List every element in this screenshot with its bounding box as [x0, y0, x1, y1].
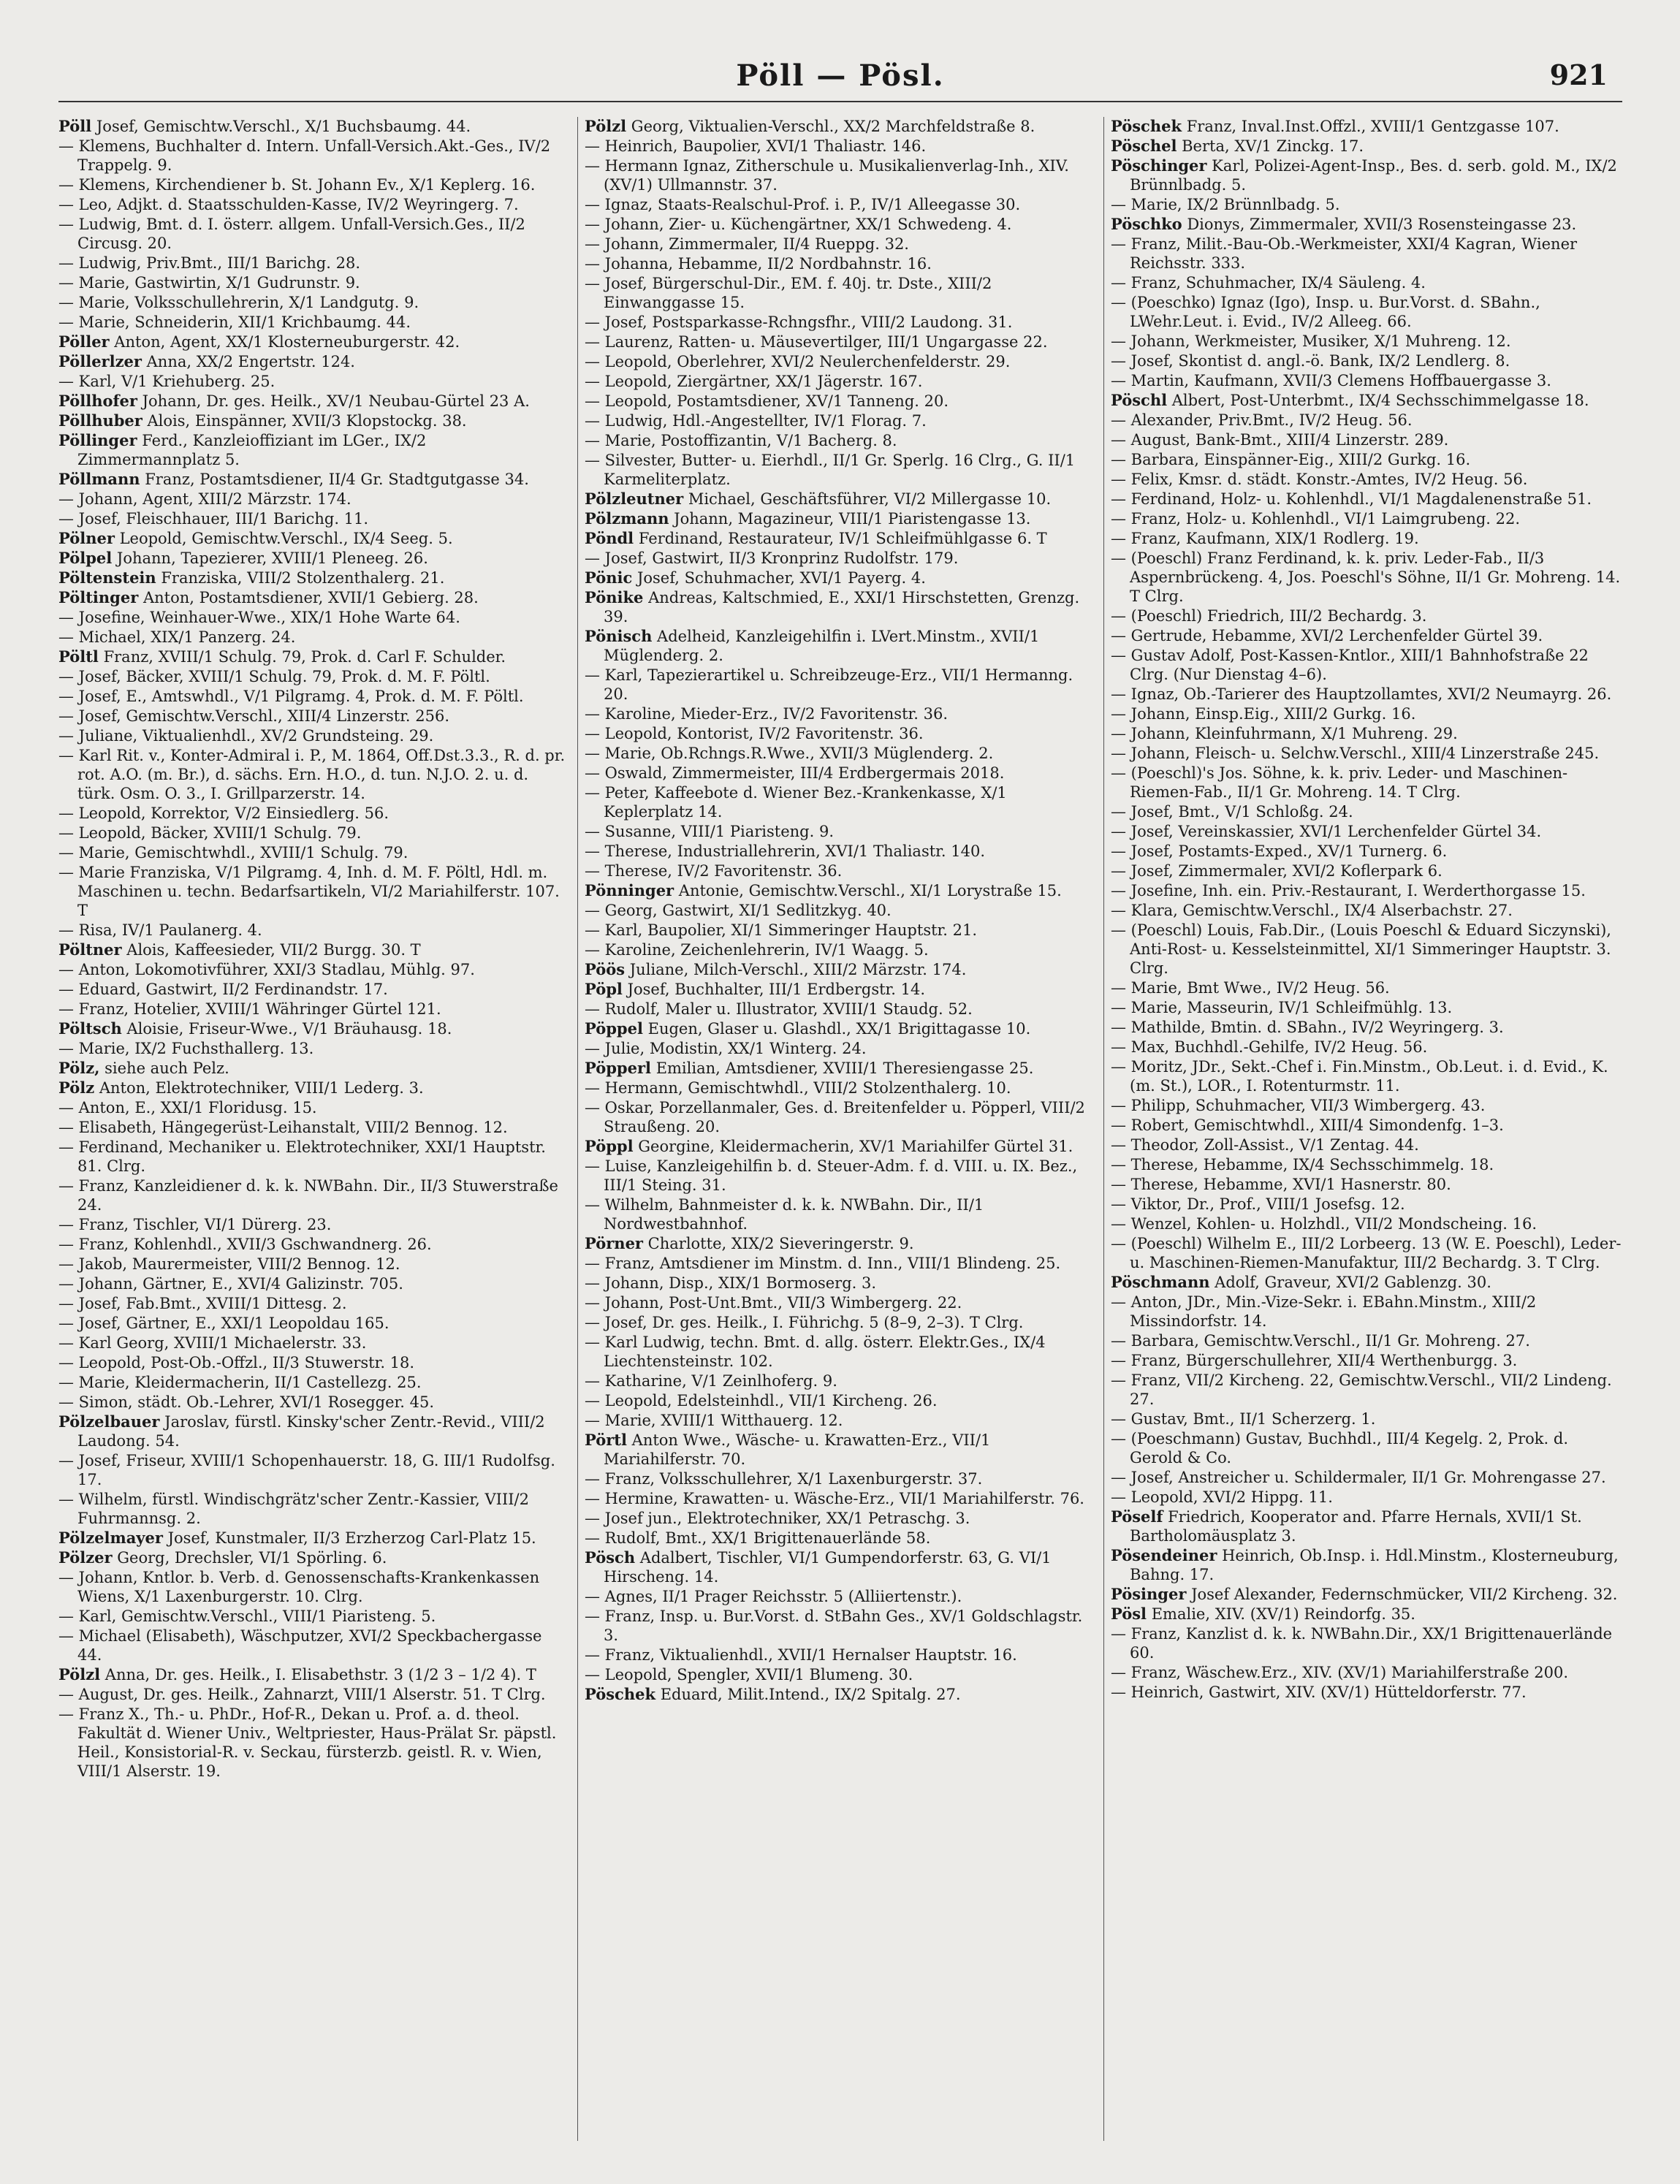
directory-entry: Pösch Adalbert, Tischler, VI/1 Gumpendorferstr. 63, G. VI/1 Hirscheng. 14. [585, 1548, 1052, 1586]
directory-entry: — Klemens, Kirchendiener b. St. Johann Ev., X/1 Keplerg. 16. [58, 176, 536, 194]
directory-entry: — Marie, Masseurin, IV/1 Schleifmühlg. 13. [1111, 999, 1453, 1016]
column-2 [585, 117, 1096, 2141]
directory-entry: Pönninger Antonie, Gemischtw.Verschl., XI/1 Lorystraße 15. [585, 881, 1062, 899]
directory-entry: Pöllhuber Alois, Einspänner, XVII/3 Klopstockg. 38. [58, 411, 467, 430]
directory-entry: — Michael (Elisabeth), Wäschputzer, XVI/2 Speckbachergasse 44. [58, 1627, 542, 1664]
directory-entry: Pölzleutner Michael, Geschäftsführer, VI/2 Millergasse 10. [585, 490, 1052, 508]
directory-entry: Pölz Anton, Elektrotechniker, VIII/1 Lederg. 3. [58, 1078, 424, 1097]
directory-entry: — Josef, Fab.Bmt., XVIII/1 Dittesg. 2. [58, 1295, 347, 1312]
directory-entry: Pölzmann Johann, Magazineur, VIII/1 Piaristengasse 13. [585, 509, 1031, 528]
directory-entry: — Risa, IV/1 Paulanerg. 4. [58, 921, 262, 939]
directory-entry: — Therese, Hebamme, XVI/1 Hasnerstr. 80. [1111, 1176, 1451, 1193]
directory-entry: — Franz, Kaufmann, XIX/1 Rodlerg. 19. [1111, 530, 1419, 547]
directory-entry: — Leopold, Bäcker, XVIII/1 Schulg. 79. [58, 824, 362, 842]
directory-entry: — Johann, Zimmermaler, II/4 Rueppg. 32. [585, 235, 909, 253]
directory-entry: — Robert, Gemischtwhdl., XIII/4 Simondenfg. 1–3. [1111, 1116, 1504, 1134]
directory-entry: Pölzl Georg, Viktualien-Verschl., XX/2 Marchfeldstraße 8. [585, 117, 1035, 135]
directory-entry: — (Poeschl) Wilhelm E., III/2 Lorbeerg. 13 (W. E. Poeschl), Leder- u. Maschinen-Riemen-Manufaktur, III/2 Bechardg. 3. T Clrg. [1111, 1235, 1622, 1271]
directory-entry: — Marie, Gemischtwhdl., XVIII/1 Schulg. 79. [58, 844, 408, 861]
directory-entry: — Josef, Dr. ges. Heilk., I. Führichg. 5 (8–9, 2–3). T Clrg. [585, 1314, 1024, 1331]
directory-entry: — Josefine, Weinhauer-Wwe., XIX/1 Hohe Warte 64. [58, 609, 460, 626]
directory-entry: — Elisabeth, Hängegerüst-Leihanstalt, VIII/2 Bennog. 12. [58, 1119, 508, 1136]
directory-entry: — Franz X., Th.- u. PhDr., Hof-R., Dekan u. Prof. a. d. theol. Fakultät d. Wiener Univ., Weltpriester, Haus-Prälat Sr. päpstl. Heil., Konsistorial-R. v. Seckau, fürsterzb. geistl. R. v. Wien, VIII/1 Alserstr. 19. [58, 1705, 557, 1780]
directory-entry: — Karl, Baupolier, XI/1 Simmeringer Hauptstr. 21. [585, 921, 978, 939]
directory-entry: — Marie, Postoffizantin, V/1 Bacherg. 8. [585, 432, 897, 449]
directory-entry: — August, Dr. ges. Heilk., Zahnarzt, VIII/1 Alserstr. 51. T Clrg. [58, 1686, 546, 1703]
directory-entry: Pöpl Josef, Buchhalter, III/1 Erdbergstr. 14. [585, 980, 926, 998]
directory-entry: — Marie Franziska, V/1 Pilgramg. 4, Inh. d. M. F. Pöltl, Hdl. m. Maschinen u. techn. Bedarfsartikeln, VI/2 Mariahilferstr. 107. T [58, 864, 560, 919]
directory-entry: Pöllhofer Johann, Dr. ges. Heilk., XV/1 Neubau-Gürtel 23 A. [58, 392, 530, 410]
directory-entry: — Julie, Modistin, XX/1 Winterg. 24. [585, 1040, 867, 1057]
directory-entry: — Ferdinand, Mechaniker u. Elektrotechniker, XXI/1 Hauptstr. 81. Clrg. [58, 1138, 546, 1175]
directory-entry: — Franz, Volksschullehrer, X/1 Laxenburgerstr. 37. [585, 1470, 983, 1488]
directory-entry: — Ferdinand, Holz- u. Kohlenhdl., VI/1 Magdalenenstraße 51. [1111, 490, 1592, 508]
directory-entry: — Josef, Gemischtw.Verschl., XIII/4 Linzerstr. 256. [58, 707, 450, 725]
directory-entry: — Leopold, XVI/2 Hippg. 11. [1111, 1488, 1333, 1506]
directory-entry: — Josef jun., Elektrotechniker, XX/1 Petraschg. 3. [585, 1510, 970, 1527]
directory-entry: Pöll Josef, Gemischtw.Verschl., X/1 Buchsbaumg. 44. [58, 117, 471, 135]
directory-entry: — Josef, Postamts-Exped., XV/1 Turnerg. 6. [1111, 842, 1448, 860]
directory-entry: — Marie, Ob.Rchngs.R.Wwe., XVII/3 Müglenderg. 2. [585, 745, 994, 762]
directory-entry: — Josef, E., Amtswhdl., V/1 Pilgramg. 4, Prok. d. M. F. Pöltl. [58, 688, 524, 705]
directory-entry: — Franz, Viktualienhdl., XVII/1 Hernalser Hauptstr. 16. [585, 1646, 1017, 1664]
directory-entry: — Leopold, Post-Ob.-Offzl., II/3 Stuwerstr. 18. [58, 1354, 415, 1371]
directory-entry: Pölzer Georg, Drechsler, VI/1 Spörling. 6. [58, 1548, 387, 1567]
directory-entry: — Karl, Tapezierartikel u. Schreibzeuge-Erz., VII/1 Hermanng. 20. [585, 666, 1073, 703]
directory-entry: Pöschel Berta, XV/1 Zinckg. 17. [1111, 137, 1364, 155]
directory-entry: — Moritz, JDr., Sekt.-Chef i. Fin.Minstm., Ob.Leut. i. d. Evid., K. (m. St.), LOR., I. Rotenturmstr. 11. [1111, 1058, 1608, 1095]
directory-entry: — Franz, Milit.-Bau-Ob.-Werkmeister, XXI/4 Kagran, Wiener Reichsstr. 333. [1111, 235, 1578, 272]
directory-entry: Pöllerlzer Anna, XX/2 Engertstr. 124. [58, 352, 355, 370]
directory-entry: Pöpperl Emilian, Amtsdiener, XVIII/1 Theresiengasse 25. [585, 1059, 1034, 1077]
directory-entry: — Franz, Tischler, VI/1 Dürerg. 23. [58, 1216, 332, 1233]
directory-entry: — Anton, JDr., Min.-Vize-Sekr. i. EBahn.Minstm., XIII/2 Missindorfstr. 14. [1111, 1293, 1537, 1330]
directory-entry: Pöös Juliane, Milch-Verschl., XIII/2 Märzstr. 174. [585, 960, 967, 978]
column-divider [577, 117, 578, 2141]
directory-entry: — Franz, Bürgerschullehrer, XII/4 Werthenburgg. 3. [1111, 1352, 1518, 1369]
directory-entry: Pölpel Johann, Tapezierer, XVIII/1 Pleneeg. 26. [58, 549, 428, 567]
directory-entry: Pönic Josef, Schuhmacher, XVI/1 Payerg. 4. [585, 568, 926, 587]
directory-entry: — Franz, Hotelier, XVIII/1 Währinger Gürtel 121. [58, 1000, 441, 1018]
header-rule [58, 101, 1622, 102]
directory-entry: — (Poeschl) Franz Ferdinand, k. k. priv. Leder-Fab., II/3 Aspernbrückeng. 4, Jos. Poeschl's Söhne, II/1 Gr. Mohreng. 14. T Clrg. [1111, 549, 1621, 605]
directory-entry: — Leopold, Kontorist, IV/2 Favoritenstr. 36. [585, 725, 924, 742]
directory-entry: — Mathilde, Bmtin. d. SBahn., IV/2 Weyringerg. 3. [1111, 1019, 1504, 1036]
directory-entry: — Peter, Kaffeebote d. Wiener Bez.-Krankenkasse, X/1 Keplerplatz 14. [585, 784, 1007, 821]
directory-entry: — Franz, Amtsdiener im Minstm. d. Inn., VIII/1 Blindeng. 25. [585, 1255, 1061, 1272]
directory-entry: Pönisch Adelheid, Kanzleigehilfin i. LVert.Minstm., XVII/1 Müglenderg. 2. [585, 627, 1040, 664]
directory-entry: — Hermine, Krawatten- u. Wäsche-Erz., VII/1 Mariahilferstr. 76. [585, 1490, 1084, 1507]
directory-entry: — Franz, Kohlenhdl., XVII/3 Gschwandnerg. 26. [58, 1236, 432, 1253]
directory-entry: Pösinger Josef Alexander, Federnschmücker, VII/2 Kircheng. 32. [1111, 1585, 1618, 1603]
directory-entry: Pölzl Anna, Dr. ges. Heilk., I. Elisabethstr. 3 (1/2 3 – 1/2 4). T [58, 1665, 536, 1683]
directory-entry: — Rudolf, Maler u. Illustrator, XVIII/1 Staudg. 52. [585, 1000, 973, 1018]
directory-entry: — Agnes, II/1 Prager Reichsstr. 5 (Alliiertenstr.). [585, 1588, 962, 1605]
directory-entry: — Klara, Gemischtw.Verschl., IX/4 Alserbachstr. 27. [1111, 902, 1513, 919]
directory-entry: Pöltenstein Franziska, VIII/2 Stolzenthalerg. 21. [58, 568, 445, 587]
directory-entry: — Leopold, Spengler, XVII/1 Blumeng. 30. [585, 1666, 913, 1683]
directory-entry: — (Poeschmann) Gustav, Buchhdl., III/4 Kegelg. 2, Prok. d. Gerold & Co. [1111, 1430, 1568, 1466]
directory-entry: — Marie, Schneiderin, XII/1 Krichbaumg. 44. [58, 313, 411, 331]
directory-entry: Pöself Friedrich, Kooperator and. Pfarre Hernals, XVII/1 St. Bartholomäusplatz 3. [1111, 1507, 1582, 1545]
directory-entry: — Johann, Agent, XIII/2 Märzstr. 174. [58, 490, 351, 508]
directory-entry: Pöltl Franz, XVIII/1 Schulg. 79, Prok. d. Carl F. Schulder. [58, 647, 506, 666]
directory-entry: Pösl Emalie, XIV. (XV/1) Reindorfg. 35. [1111, 1605, 1415, 1623]
directory-entry: — Gertrude, Hebamme, XVI/2 Lerchenfelder Gürtel 39. [1111, 627, 1543, 644]
directory-entry: — (Poeschl) Louis, Fab.Dir., (Louis Poeschl & Eduard Siczynski), Anti-Rost- u. Kesselsteinmittel, XI/1 Simmeringer Hauptstr. 3. Clrg. [1111, 921, 1611, 977]
directory-entry: — Wilhelm, fürstl. Windischgrätz'scher Zentr.-Kassier, VIII/2 Fuhrmannsg. 2. [58, 1491, 529, 1527]
directory-entry: Pöppel Eugen, Glaser u. Glashdl., XX/1 Brigittagasse 10. [585, 1019, 1031, 1038]
directory-entry: — Jakob, Maurermeister, VIII/2 Bennog. 12. [58, 1255, 400, 1273]
directory-entry: — Karoline, Mieder-Erz., IV/2 Favoritenstr. 36. [585, 705, 948, 723]
directory-entry: Pöschek Franz, Inval.Inst.Offzl., XVIII/1 Gentzgasse 107. [1111, 117, 1559, 135]
directory-entry: — Josef, Anstreicher u. Schildermaler, II/1 Gr. Mohrengasse 27. [1111, 1469, 1606, 1486]
directory-entry: — Franz, Insp. u. Bur.Vorst. d. StBahn Ges., XV/1 Goldschlagstr. 3. [585, 1607, 1083, 1644]
column-3 [1111, 117, 1622, 2141]
directory-entry: — Johann, Kntlor. b. Verb. d. Genossenschafts-Krankenkassen Wiens, X/1 Laxenburgerstr. 10. Clrg. [58, 1569, 540, 1605]
directory-entry: — Klemens, Buchhalter d. Intern. Unfall-Versich.Akt.-Ges., IV/2 Trappelg. 9. [58, 137, 551, 174]
column-1 [58, 117, 570, 2141]
directory-entry: Pörner Charlotte, XIX/2 Sieveringerstr. 9. [585, 1234, 914, 1252]
directory-entry: Pörtl Anton Wwe., Wäsche- u. Krawatten-Erz., VII/1 Mariahilferstr. 70. [585, 1431, 991, 1468]
directory-entry: — Franz, Wäschew.Erz., XIV. (XV/1) Mariahilferstraße 200. [1111, 1664, 1568, 1681]
directory-entry: — Karl Rit. v., Konter-Admiral i. P., M. 1864, Off.Dst.3.3., R. d. pr. rot. A.O. (m. Br.), d. sächs. Ern. H.O., d. tun. N.J.O. 2. u. d. türk. Osm. O. 3., I. Grillparzerstr. 14. [58, 747, 566, 802]
directory-entry: — Oswald, Zimmermeister, III/4 Erdbergermais 2018. [585, 764, 1005, 782]
directory-entry: — Leopold, Korrektor, V/2 Einsiedlerg. 56. [58, 804, 389, 822]
directory-entry: — Josefine, Inh. ein. Priv.-Restaurant, I. Werderthorgasse 15. [1111, 882, 1586, 899]
directory-entry: Pölner Leopold, Gemischtw.Verschl., IX/4 Seeg. 5. [58, 529, 453, 547]
directory-entry: — Leopold, Ziergärtner, XX/1 Jägerstr. 167. [585, 373, 923, 390]
directory-entry: — Barbara, Gemischtw.Verschl., II/1 Gr. Mohreng. 27. [1111, 1332, 1530, 1350]
directory-entry: Pölzelbauer Jaroslav, fürstl. Kinsky'scher Zentr.-Revid., VIII/2 Laudong. 54. [58, 1412, 545, 1450]
directory-entry: — Josef, Gastwirt, II/3 Kronprinz Rudolfstr. 179. [585, 549, 959, 567]
directory-page [58, 58, 1622, 2148]
directory-entry: — Viktor, Dr., Prof., VIII/1 Josefsg. 12. [1111, 1195, 1405, 1213]
page-header [58, 58, 1622, 102]
directory-entry: — Martin, Kaufmann, XVII/3 Clemens Hoffbauergasse 3. [1111, 372, 1551, 389]
directory-entry: Pölz, siehe auch Pelz. [58, 1059, 229, 1077]
directory-entry: — Juliane, Viktualienhdl., XV/2 Grundsteing. 29. [58, 727, 434, 745]
directory-entry: — Johann, Kleinfuhrmann, X/1 Muhreng. 29. [1111, 725, 1458, 742]
directory-entry: — Hermann, Gemischtwhdl., VIII/2 Stolzenthalerg. 10. [585, 1079, 1011, 1097]
directory-entry: — Katharine, V/1 Zeinlhoferg. 9. [585, 1372, 837, 1390]
directory-entry: — Johann, Einsp.Eig., XIII/2 Gurkg. 16. [1111, 705, 1416, 723]
directory-entry: — (Poeschl)'s Jos. Söhne, k. k. priv. Leder- und Maschinen-Riemen-Fab., II/1 Gr. Mohreng. 14. T Clrg. [1111, 764, 1568, 801]
directory-entry: Pöppl Georgine, Kleidermacherin, XV/1 Mariahilfer Gürtel 31. [585, 1137, 1073, 1155]
directory-entry: — Karl Ludwig, techn. Bmt. d. allg. österr. Elektr.Ges., IX/4 Liechtensteinstr. 102. [585, 1333, 1046, 1370]
directory-entry: — Gustav Adolf, Post-Kassen-Kntlor., XIII/1 Bahnhofstraße 22 Clrg. (Nur Dienstag 4–6). [1111, 647, 1589, 683]
directory-entry: — Wenzel, Kohlen- u. Holzhdl., VII/2 Mondscheing. 16. [1111, 1215, 1538, 1233]
directory-entry: — Franz, Schuhmacher, IX/4 Säuleng. 4. [1111, 274, 1426, 292]
directory-entry: — Therese, IV/2 Favoritenstr. 36. [585, 862, 843, 880]
directory-entry: — Johann, Fleisch- u. Selchw.Verschl., XIII/4 Linzerstraße 245. [1111, 745, 1600, 762]
directory-entry: — Anton, E., XXI/1 Floridusg. 15. [58, 1099, 317, 1116]
directory-entry: Pöschmann Adolf, Graveur, XVI/2 Gablenzg. 30. [1111, 1273, 1491, 1291]
directory-entry: — Ludwig, Hdl.-Angestellter, IV/1 Florag. 7. [585, 412, 927, 430]
directory-entry: — Franz, Holz- u. Kohlenhdl., VI/1 Laimgrubeng. 22. [1111, 510, 1521, 528]
page-number: 921 [1549, 58, 1608, 91]
directory-entry: — Marie, Kleidermacherin, II/1 Castellezg. 25. [58, 1374, 422, 1391]
directory-entry: — Franz, Kanzlist d. k. k. NWBahn.Dir., XX/1 Brigittenauerlände 60. [1111, 1625, 1613, 1662]
directory-entry: — Johann, Werkmeister, Musiker, X/1 Muhreng. 12. [1111, 332, 1511, 350]
directory-entry: Pöllinger Ferd., Kanzleioffiziant im LGer., IX/2 Zimmermannplatz 5. [58, 431, 427, 468]
directory-entry: — Gustav, Bmt., II/1 Scherzerg. 1. [1111, 1410, 1376, 1428]
directory-entry: — Rudolf, Bmt., XX/1 Brigittenauerlände 58. [585, 1529, 931, 1547]
directory-entry: — Philipp, Schuhmacher, VII/3 Wimbergerg. 43. [1111, 1097, 1486, 1114]
directory-entry: — Leopold, Edelsteinhdl., VII/1 Kircheng. 26. [585, 1392, 938, 1409]
directory-entry: — Johann, Disp., XIX/1 Bormoserg. 3. [585, 1274, 877, 1292]
directory-entry: — Karl Georg, XVIII/1 Michaelerstr. 33. [58, 1334, 367, 1352]
directory-entry: — Josef, Friseur, XVIII/1 Schopenhauerstr. 18, G. III/1 Rudolfsg. 17. [58, 1452, 555, 1488]
directory-entry: Pöller Anton, Agent, XX/1 Klosterneuburgerstr. 42. [58, 332, 460, 351]
directory-entry: — Ludwig, Bmt. d. I. österr. allgem. Unfall-Versich.Ges., II/2 Circusg. 20. [58, 216, 525, 252]
directory-entry: — Barbara, Einspänner-Eig., XIII/2 Gurkg. 16. [1111, 451, 1471, 468]
directory-entry: — (Poeschko) Ignaz (Igo), Insp. u. Bur.Vorst. d. SBahn., LWehr.Leut. i. Evid., IV/2 Alleeg. 66. [1111, 294, 1540, 330]
directory-entry: — Johanna, Hebamme, II/2 Nordbahnstr. 16. [585, 255, 932, 273]
directory-entry: Pösendeiner Heinrich, Ob.Insp. i. Hdl.Minstm., Klosterneuburg, Bahng. 17. [1111, 1546, 1619, 1583]
directory-entry: — Ignaz, Ob.-Tarierer des Hauptzollamtes, XVI/2 Neumayrg. 26. [1111, 685, 1612, 703]
directory-entry: — Theodor, Zoll-Assist., V/1 Zentag. 44. [1111, 1136, 1419, 1154]
directory-entry: — Leopold, Postamtsdiener, XV/1 Tanneng. 20. [585, 392, 949, 410]
directory-entry: — Josef, Bürgerschul-Dir., EM. f. 40j. tr. Dste., XIII/2 Einwanggasse 15. [585, 275, 992, 311]
directory-entry: — Josef, Zimmermaler, XVI/2 Koflerpark 6. [1111, 862, 1443, 880]
running-head: Pöll — Pösl. [736, 58, 945, 93]
directory-entry: — Marie, Volksschullehrerin, X/1 Landgutg. 9. [58, 294, 419, 311]
directory-entry: — Hermann Ignaz, Zitherschule u. Musikalienverlag-Inh., XIV. (XV/1) Ullmannstr. 37. [585, 157, 1069, 194]
directory-entry: — Marie, XVIII/1 Witthauerg. 12. [585, 1412, 843, 1429]
directory-entry: — Ignaz, Staats-Realschul-Prof. i. P., IV/1 Alleegasse 30. [585, 196, 1021, 213]
directory-entry: — Oskar, Porzellanmaler, Ges. d. Breitenfelder u. Pöpperl, VIII/2 Straußeng. 20. [585, 1099, 1085, 1135]
directory-entry: — Marie, IX/2 Fuchsthallerg. 13. [58, 1040, 314, 1057]
directory-entry: Pölzelmayer Josef, Kunstmaler, II/3 Erzherzog Carl-Platz 15. [58, 1529, 536, 1547]
directory-entry: Pöllmann Franz, Postamtsdiener, II/4 Gr. Stadtgutgasse 34. [58, 470, 529, 488]
directory-entry: — Laurenz, Ratten- u. Mäusevertilger, III/1 Ungargasse 22. [585, 333, 1048, 351]
directory-entry: Pönike Andreas, Kaltschmied, E., XXI/1 Hirschstetten, Grenzg. 39. [585, 588, 1080, 625]
directory-entry: — Alexander, Priv.Bmt., IV/2 Heug. 56. [1111, 411, 1413, 429]
directory-entry: — Heinrich, Baupolier, XVI/1 Thaliastr. 146. [585, 137, 927, 155]
directory-entry: — Ludwig, Priv.Bmt., III/1 Barichg. 28. [58, 254, 360, 272]
directory-entry: — Franz, Kanzleidiener d. k. k. NWBahn. Dir., II/3 Stuwerstraße 24. [58, 1177, 558, 1214]
directory-entry: — Anton, Lokomotivführer, XXI/3 Stadlau, Mühlg. 97. [58, 961, 475, 978]
directory-entry: — Josef, Fleischhauer, III/1 Barichg. 11. [58, 510, 369, 528]
directory-entry: — Luise, Kanzleigehilfin b. d. Steuer-Adm. f. d. VIII. u. IX. Bez., III/1 Steing. 31. [585, 1157, 1078, 1194]
directory-entry: — Susanne, VIII/1 Piaristeng. 9. [585, 823, 834, 840]
directory-entry: — Karoline, Zeichenlehrerin, IV/1 Waagg. 5. [585, 941, 929, 959]
directory-entry: — Johann, Zier- u. Küchengärtner, XX/1 Schwedeng. 4. [585, 216, 1012, 233]
directory-entry: — Silvester, Butter- u. Eierhdl., II/1 Gr. Sperlg. 16 Clrg., G. II/1 Karmeliterplatz. [585, 452, 1076, 488]
directory-entry: Pöschinger Karl, Polizei-Agent-Insp., Bes. d. serb. gold. M., IX/2 Brünnlbadg. 5. [1111, 156, 1617, 194]
directory-entry: — Michael, XIX/1 Panzerg. 24. [58, 628, 296, 646]
directory-entry: Pöltsch Aloisie, Friseur-Wwe., V/1 Bräuhausg. 18. [58, 1019, 452, 1038]
directory-entry: Pöschl Albert, Post-Unterbmt., IX/4 Sechsschimmelgasse 18. [1111, 391, 1589, 409]
directory-entry: — Josef, Postsparkasse-Rchngsfhr., VIII/2 Laudong. 31. [585, 313, 1013, 331]
directory-entry: — Wilhelm, Bahnmeister d. k. k. NWBahn. Dir., II/1 Nordwestbahnhof. [585, 1196, 984, 1233]
directory-entry: — Franz, VII/2 Kircheng. 22, Gemischtw.Verschl., VII/2 Lindeng. 27. [1111, 1371, 1612, 1408]
directory-entry: — Leo, Adjkt. d. Staatsschulden-Kasse, IV/2 Weyringerg. 7. [58, 196, 519, 213]
directory-entry: — Josef, Bmt., V/1 Schloßg. 24. [1111, 803, 1353, 821]
directory-entry: — Marie, IX/2 Brünnlbadg. 5. [1111, 196, 1340, 213]
directory-entry: — Therese, Industriallehrerin, XVI/1 Thaliastr. 140. [585, 842, 985, 860]
directory-entry: — Simon, städt. Ob.-Lehrer, XVI/1 Rosegger. 45. [58, 1393, 435, 1411]
directory-entry: — Karl, V/1 Kriehuberg. 25. [58, 373, 275, 390]
directory-entry: Pöltinger Anton, Postamtsdiener, XVII/1 Gebierg. 28. [58, 588, 479, 606]
directory-entry: — Josef, Gärtner, E., XXI/1 Leopoldau 165. [58, 1314, 389, 1332]
directory-entry: — Felix, Kmsr. d. städt. Konstr.-Amtes, IV/2 Heug. 56. [1111, 471, 1528, 488]
directory-entry: — Leopold, Oberlehrer, XVI/2 Neulerchenfelderstr. 29. [585, 353, 1011, 370]
directory-entry: — (Poeschl) Friedrich, III/2 Bechardg. 3. [1111, 607, 1427, 625]
directory-entry: — Max, Buchhdl.-Gehilfe, IV/2 Heug. 56. [1111, 1038, 1428, 1056]
directory-entry: — Josef, Skontist d. angl.-ö. Bank, IX/2 Lendlerg. 8. [1111, 352, 1510, 370]
directory-entry: — August, Bank-Bmt., XIII/4 Linzerstr. 289. [1111, 431, 1449, 449]
directory-entry: Pöndl Ferdinand, Restaurateur, IV/1 Schleifmühlgasse 6. T [585, 529, 1047, 547]
directory-entry: — Georg, Gastwirt, XI/1 Sedlitzkyg. 40. [585, 902, 892, 919]
directory-entry: — Marie, Bmt Wwe., IV/2 Heug. 56. [1111, 979, 1390, 997]
directory-entry: — Johann, Post-Unt.Bmt., VII/3 Wimbergerg. 22. [585, 1294, 962, 1312]
column-divider [1103, 117, 1104, 2141]
directory-entry: — Karl, Gemischtw.Verschl., VIII/1 Piaristeng. 5. [58, 1607, 436, 1625]
directory-entry: — Johann, Gärtner, E., XVI/4 Galizinstr. 705. [58, 1275, 403, 1293]
directory-entry: — Marie, Gastwirtin, X/1 Gudrunstr. 9. [58, 274, 360, 292]
directory-entry: — Eduard, Gastwirt, II/2 Ferdinandstr. 17. [58, 981, 388, 998]
directory-entry: Pöschek Eduard, Milit.Intend., IX/2 Spitalg. 27. [585, 1685, 961, 1703]
directory-entry: — Heinrich, Gastwirt, XIV. (XV/1) Hütteldorferstr. 77. [1111, 1683, 1527, 1701]
directory-entry: — Josef, Bäcker, XVIII/1 Schulg. 79, Prok. d. M. F. Pöltl. [58, 668, 490, 685]
directory-entry: Pöschko Dionys, Zimmermaler, XVII/3 Rosensteingasse 23. [1111, 215, 1577, 233]
directory-entry: — Therese, Hebamme, IX/4 Sechsschimmelg. 18. [1111, 1156, 1494, 1173]
directory-entry: Pöltner Alois, Kaffeesieder, VII/2 Burgg. 30. T [58, 940, 421, 959]
directory-entry: — Josef, Vereinskassier, XVI/1 Lerchenfelder Gürtel 34. [1111, 823, 1542, 840]
